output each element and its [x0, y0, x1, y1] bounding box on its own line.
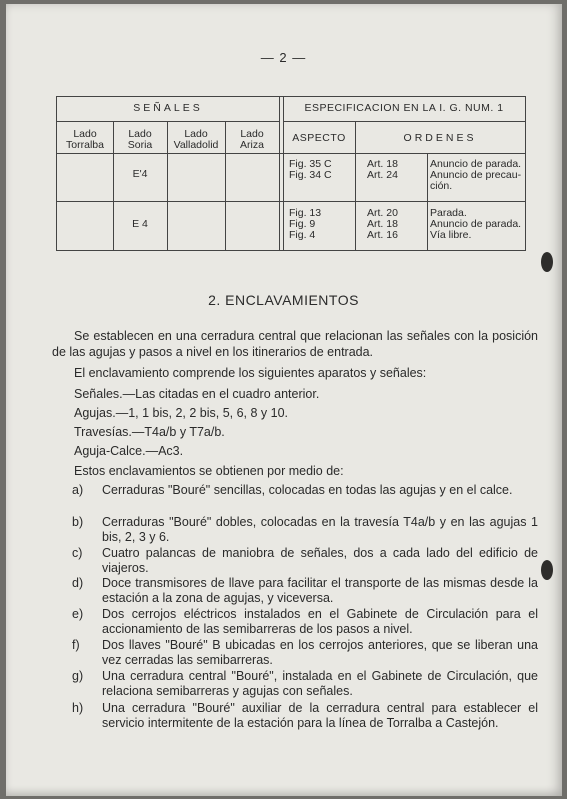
list-item-letter: g) [72, 669, 84, 683]
col-lado-torralba: Lado Torralba [66, 128, 104, 151]
list-item-text: Cerraduras "Bouré" dobles, colocadas en la travesía T4a/b y en las agujas 1 bis, 2, 3 y 6. [102, 515, 538, 544]
table-divider [279, 97, 280, 250]
articulo-row2: Art. 20 Art. 18 Art. 16 [367, 207, 398, 241]
text-line: Agujas.—1, 1 bis, 2, 2 bis, 5, 6, 8 y 10. [74, 406, 289, 420]
list-item-text: Cerraduras "Bouré" sencillas, colocadas en todas las agujas y en el calce. [102, 483, 513, 497]
signal-soria-row2: E 4 [132, 218, 148, 230]
table-divider [57, 121, 279, 122]
col-lado-valladolid: Lado Valladolid [173, 128, 219, 151]
table-divider [57, 153, 525, 154]
page-number: — 2 — [260, 50, 307, 65]
punch-hole [541, 560, 553, 580]
punch-hole [541, 252, 553, 272]
list-item-text: Una cerradura central "Bouré", instalada en el Gabinete de Circulación, que relaciona semibarreras y agujas con señales. [102, 669, 538, 698]
text-line: Estos enclavamientos se obtienen por medio de: [74, 464, 344, 478]
list-item-letter: d) [72, 576, 84, 590]
text-line: Travesías.—T4a/b y T7a/b. [74, 425, 225, 439]
list-item-letter: a) [72, 483, 84, 497]
list-item-text: Doce transmisores de llave para facilitar el transporte de las mismas desde la estación a la zona de agujas, y viceversa. [102, 576, 538, 605]
list-item-text: Dos cerrojos eléctricos instalados en el Gabinete de Circulación para el accionamiento de las semibarreras de los pasos a nivel. [102, 607, 538, 636]
text-line: Señales.—Las citadas en el cuadro anterior. [74, 387, 320, 401]
list-item-letter: f) [72, 638, 80, 652]
table-divider [283, 97, 284, 250]
list-item-letter: b) [72, 515, 84, 529]
col-lado-ariza: Lado Ariza [240, 128, 264, 151]
signal-soria-row1: E'4 [132, 168, 148, 180]
spec-header: ESPECIFICACION EN LA I. G. NUM. 1 [304, 102, 504, 114]
orden-row2: Parada. Anuncio de parada. Vía libre. [430, 207, 522, 241]
list-item-text: Cuatro palancas de maniobra de señales, dos a cada lado del edificio de viajeros. [102, 546, 538, 575]
text-line: Aguja-Calce.—Ac3. [74, 444, 184, 458]
senales-header: SEÑALES [133, 102, 203, 114]
list-item-letter: h) [72, 701, 84, 715]
articulo-row1: Art. 18 Art. 24 [367, 158, 398, 181]
table-divider [57, 201, 525, 202]
list-item-text: Una cerradura "Bouré" auxiliar de la cerradura central para establecer el servicio intermitente de la estación para la línea de Torralba a Castejón. [102, 701, 538, 730]
text-line: El enclavamiento comprende los siguientes aparatos y señales: [74, 366, 427, 380]
signals-table [56, 96, 526, 251]
ordenes-header: ORDENES [403, 132, 477, 144]
orden-row1: Anuncio de parada. Anuncio de precau- ción. [430, 158, 522, 192]
col-lado-soria: Lado Soria [127, 128, 153, 151]
table-divider [283, 121, 525, 122]
aspecto-header: ASPECTO [292, 132, 346, 144]
list-item-letter: c) [72, 546, 83, 560]
aspecto-row1: Fig. 35 C Fig. 34 C [289, 158, 332, 181]
list-item-text: Dos llaves "Bouré" B ubicadas en los cerrojos anteriores, que se liberan una vez cerradas las semibarreras. [102, 638, 538, 667]
intro-paragraph: Se establecen en una cerradura central que relacionan las señales con la posición de las agujas y pasos a nivel en los itinerarios de entrada. [52, 329, 538, 359]
aspecto-row2: Fig. 13 Fig. 9 Fig. 4 [289, 207, 322, 241]
table-divider [427, 153, 428, 250]
section-title: 2. ENCLAVAMIENTOS [208, 292, 359, 308]
list-item-letter: e) [72, 607, 84, 621]
